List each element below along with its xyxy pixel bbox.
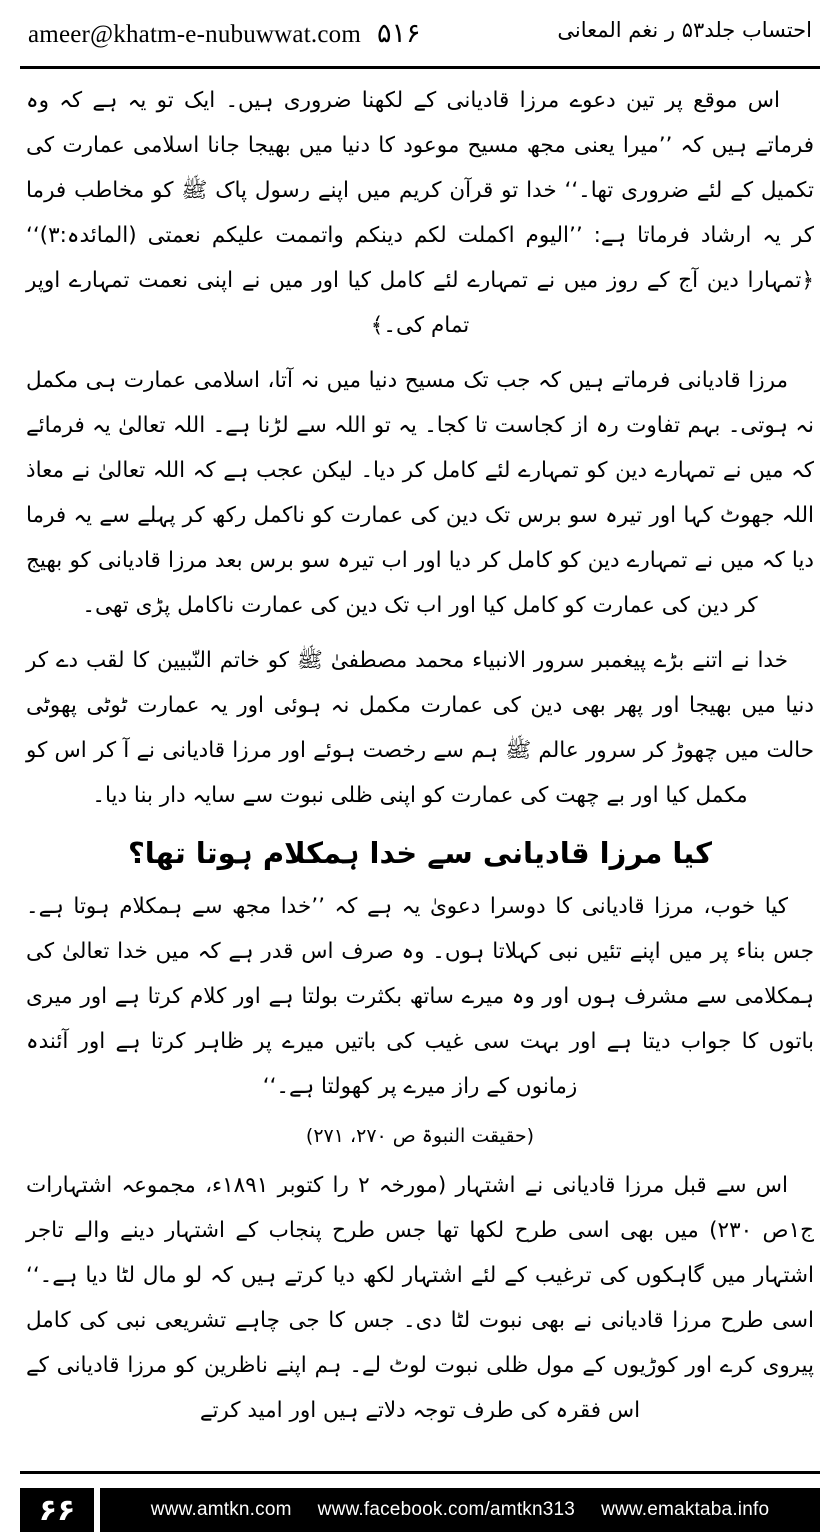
page-footer: [0, 1466, 840, 1540]
header-book-title: احتساب جلد۵۳ ر نغم المعانی: [557, 18, 812, 42]
header-page-number: ۵۱۶: [376, 18, 421, 49]
footer-link-emaktaba[interactable]: www.emaktaba.info: [601, 1499, 770, 1520]
header-divider: [20, 66, 820, 69]
footer-bar: [20, 1488, 820, 1532]
footer-links: [100, 1488, 820, 1532]
paragraph-2: مرزا قادیانی فرماتے ہیں کہ جب تک مسیح دنیا میں نہ آتا، اسلامی عمارت ہی مکمل نہ ہوتی۔ بہم تفاوت رہ از کجاست تا کجا۔ یہ تو اللہ سے لڑنا ہے۔ اللہ تعالیٰ یہ فرمائے کہ میں نے تمہارے دین کو تمہارے لئے کامل کر دیا۔ لیکن عجب ہے کہ اللہ تعالیٰ نے معاذ اللہ جھوٹ کہا اور تیرہ سو برس تک دین کی عمارت کو ناکمل رکھ کر پہلے سے یہ فرما دیا کہ میں نے تمہارے دین کو کامل کر دیا اور اب تیرہ سو برس بعد مرزا قادیانی کو بھیج کر دین کی عمارت کو کامل کیا اور اب تک دین کی عمارت ناکامل پڑی تھی۔: [26, 368, 814, 618]
paragraph-3: خدا نے اتنے بڑے پیغمبر سرور الانبیاء محمد مصطفیٰ ﷺ کو خاتم النّبیین کا لقب دے کر دنیا میں بھیجا اور پھر بھی دین کی عمارت مکمل نہ ہوئی اور یہ عمارت ٹوٹی پھوٹی حالت میں چھوڑ کر سرور عالم ﷺ ہم سے رخصت ہوئے اور مرزا قادیانی نے آ کر اس کو مکمل کیا اور بے چھت کی عمارت کو اپنی ظلی نبوت سے سایہ دار بنا دیا۔: [26, 648, 814, 808]
paragraph-4: کیا خوب، مرزا قادیانی کا دوسرا دعویٰ یہ ہے کہ ’’خدا مجھ سے ہمکلام ہوتا ہے۔ جس بناء پر میں اپنے تئیں نبی کہلاتا ہوں۔ وہ صرف اس قدر ہے کہ میں خدا تعالیٰ کی ہمکلامی سے مشرف ہوں اور وہ میرے ساتھ بکثرت بولتا ہے اور کلام کرتا ہے اور میری باتوں کا جواب دیتا ہے اور بہت سی غیب کی باتیں میرے پر ظاہر کرتا ہے اور آئندہ زمانوں کے راز میرے پر کھولتا ہے۔‘‘: [26, 894, 814, 1099]
paragraph-1: اس موقع پر تین دعوے مرزا قادیانی کے لکھنا ضروری ہیں۔ ایک تو یہ ہے کہ وہ فرماتے ہیں کہ ’’میرا یعنی مجھ مسیح موعود کا دنیا میں بھیجا جانا اسلامی عمارت کی تکمیل کے لئے ضروری تھا۔‘‘ خدا تو قرآن کریم میں اپنے رسول پاک ﷺ کو مخاطب فرما کر یہ ارشاد فرماتا ہے: ’’الیوم اکملت لکم دینکم واتممت علیکم نعمتی (المائدہ:۳)‘‘ ﴿تمہارا دین آج کے روز میں نے تمہارے لئے کامل کیا اور میں نے اپنی نعمت تمہارے اوپر تمام کی۔﴾: [26, 88, 814, 338]
page-header: [28, 18, 812, 62]
section-heading: کیا مرزا قادیانی سے خدا ہمکلام ہوتا تھا؟: [127, 836, 713, 870]
footer-divider: [20, 1471, 820, 1474]
paragraph-5: اس سے قبل مرزا قادیانی نے اشتہار (مورخہ ۲ را کتوبر ۱۸۹۱ء، مجموعہ اشتہارات ج۱ص ۲۳۰) میں بھی اسی طرح لکھا تھا جس طرح پنجاب کے اشتہار دینے والے تاجر اشتہار میں گاہکوں کی ترغیب کے لئے اشتہار لکھ دیا کرتے ہیں کہ لو مال لٹا دیا ہے۔‘‘ اسی طرح مرزا قادیانی نے بھی نبوت لٹا دی۔ جس کا جی چاہے تشریعی نبی کی کامل پیروی کرے اور کوڑیوں کے مول ظلی نبوت لوٹ لے۔ ہم اپنے ناظرین کو مرزا قادیانی کے اس فقرہ کی طرف توجہ دلاتے ہیں اور امید کرتے: [26, 1173, 815, 1423]
footer-link-amtkn[interactable]: www.amtkn.com: [150, 1499, 292, 1520]
citation-reference: (حقیقت النبوۃ ص ۲۷۰، ۲۷۱): [305, 1125, 535, 1147]
footer-link-facebook[interactable]: www.facebook.com/amtkn313: [317, 1499, 576, 1520]
header-left-group: [28, 18, 420, 49]
header-email: ameer@khatm-e-nubuwwat.com: [28, 21, 361, 48]
footer-page-number: ۶۶: [20, 1488, 94, 1532]
page-content: [26, 78, 814, 1430]
